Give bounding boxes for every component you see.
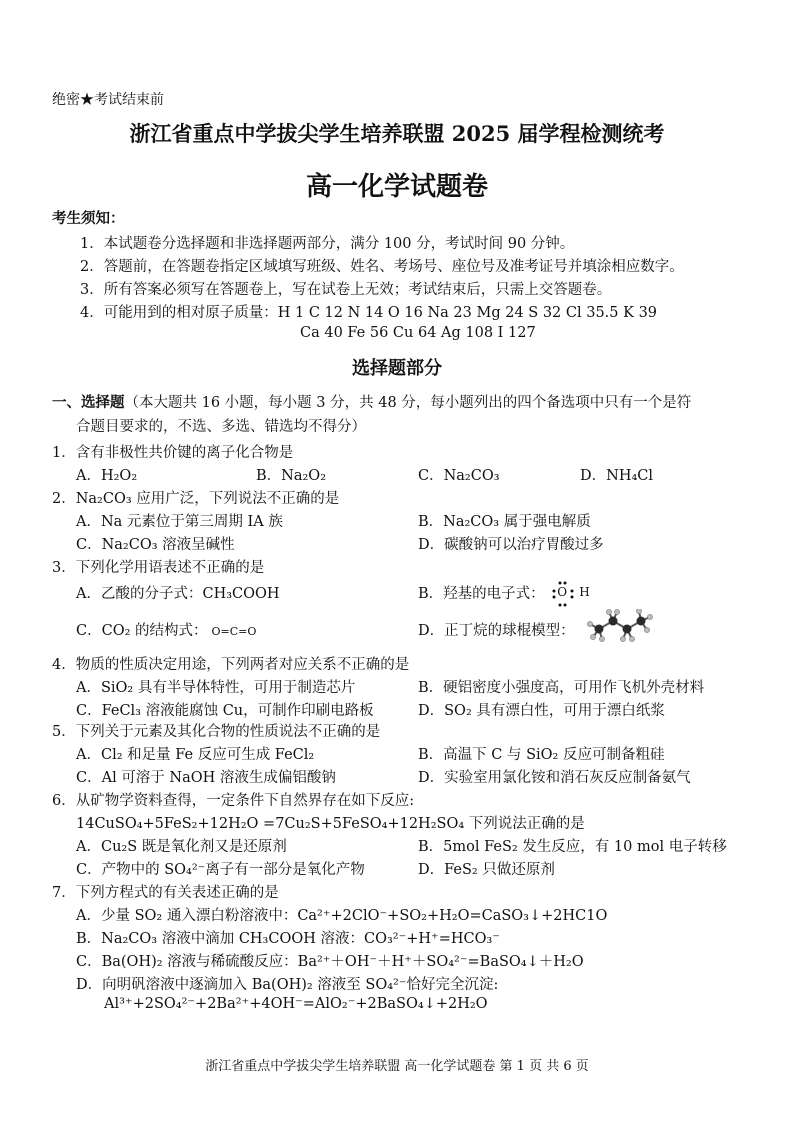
hydroxyl-electron-formula [549, 585, 593, 603]
part1-title: 一、选择题 [52, 394, 125, 411]
part1-desc-line2: 合题目要求的，不选、多选、错选均不得分） [76, 419, 366, 435]
q3-option-a: A．乙酸的分子式：CH₃COOH [76, 586, 280, 602]
q1-option-b: B．Na₂O₂ [256, 468, 327, 484]
exam-title: 浙江省重点中学拔尖学生培养联盟 2025 届学程检测统考 [129, 121, 665, 146]
q7-option-a: A．少量 SO₂ 通入漂白粉溶液中：Ca²⁺+2ClO⁻+SO₂+H₂O=CaSO₃↓+2HC1O [76, 908, 608, 924]
atomic-masses-line2: Ca 40 Fe 56 Cu 64 Ag 108 I 127 [300, 325, 536, 341]
q4-option-c: C．FeCl₃ 溶液能腐蚀 Cu，可制作印刷电路板 [76, 703, 374, 719]
q7-stem: 7．下列方程式的有关表述正确的是 [52, 885, 279, 901]
q7-option-b: B．Na₂CO₃ 溶液中滴加 CH₃COOH 溶液：CO₃²⁻+H⁺=HCO₃⁻ [76, 931, 500, 947]
q2-option-a: A．Na 元素位于第三周期 IA 族 [76, 514, 283, 530]
q3-option-c [76, 619, 256, 640]
q4-option-d: D．SO₂ 具有漂白性，可用于漂白纸浆 [418, 703, 665, 719]
q3-option-b-label: B．羟基的电子式： [418, 586, 545, 602]
q4-option-b: B．硬铝密度小强度高，可用作飞机外壳材料 [418, 680, 705, 696]
notice-item-3: 3．所有答案必须写在答题卷上，写在试卷上无效；考试结束后，只需上交答题卷。 [80, 282, 612, 298]
notice-item-1: 1．本试题卷分选择题和非选择题两部分，满分 100 分，考试时间 90 分钟。 [80, 236, 575, 252]
q7-option-d-equation: Al³⁺+2SO₄²⁻+2Ba²⁺+4OH⁻=AlO₂⁻+2BaSO₄↓+2H₂O [104, 996, 488, 1012]
q5-option-a: A．Cl₂ 和足量 Fe 反应可生成 FeCl₂ [76, 747, 315, 763]
q6-option-a: A．Cu₂S 既是氧化剂又是还原剂 [76, 839, 287, 855]
q5-option-b: B．高温下 C 与 SiO₂ 反应可制备粗硅 [418, 747, 665, 763]
q2-option-c: C．Na₂CO₃ 溶液呈碱性 [76, 537, 235, 553]
q5-stem: 5．下列关于元素及其化合物的性质说法不正确的是 [52, 724, 381, 740]
q2-option-d: D．碳酸钠可以治疗胃酸过多 [418, 537, 604, 553]
paper-subtitle: 高一化学试题卷 [305, 172, 488, 202]
q6-equation: 14CuSO₄+5FeS₂+12H₂O =7Cu₂S+5FeSO₄+12H₂SO₄ 下列说法正确的是 [76, 816, 585, 832]
electron-formula-h: H [579, 585, 590, 599]
confidential-label: 绝密★考试结束前 [52, 92, 164, 108]
q3-option-b [418, 582, 593, 603]
q1-stem: 1．含有非极性共价键的离子化合物是 [52, 445, 294, 461]
notice-item-4: 4．可能用到的相对原子质量：H 1 C 12 N 14 O 16 Na 23 Mg 24 S 32 Cl 35.5 K 39 [80, 305, 658, 321]
butane-ball-stick-model-icon [585, 609, 655, 643]
q6-stem: 6．从矿物学资料查得，一定条件下自然界存在如下反应: [52, 793, 415, 809]
q6-option-d: D．FeS₂ 只做还原剂 [418, 862, 555, 878]
q5-option-d: D．实验室用氯化铵和消石灰反应制备氨气 [418, 770, 691, 786]
q6-option-c: C．产物中的 SO₄²⁻离子有一部分是氧化产物 [76, 862, 365, 878]
part1-desc-line1: （本大题共 16 小题，每小题 3 分，共 48 分，每小题列出的四个备选项中只有一个是符 [124, 395, 692, 411]
q4-stem: 4．物质的性质决定用途，下列两者对应关系不正确的是 [52, 657, 410, 673]
q2-stem: 2．Na₂CO₃ 应用广泛，下列说法不正确的是 [52, 491, 340, 507]
q4-option-a: A．SiO₂ 具有半导体特性，可用于制造芯片 [76, 680, 356, 696]
q6-option-b: B．5mol FeS₂ 发生反应，有 10 mol 电子转移 [418, 839, 727, 855]
q1-option-a: A．H₂O₂ [76, 468, 138, 484]
co2-structure-formula: O=C=O [211, 625, 257, 638]
q1-option-c: C．Na₂CO₃ [418, 468, 500, 484]
notice-item-2: 2．答题前，在答题卷指定区域填写班级、姓名、考场号、座位号及准考证号并填涂相应数字。 [80, 259, 684, 275]
notice-heading: 考生须知： [52, 210, 125, 227]
q5-option-c: C．Al 可溶于 NaOH 溶液生成偏铝酸钠 [76, 770, 336, 786]
section-title: 选择题部分 [352, 358, 442, 379]
electron-formula-o: O [557, 585, 568, 599]
q7-option-d: D．向明矾溶液中逐滴加入 Ba(OH)₂ 溶液至 SO₄²⁻恰好完全沉淀: [76, 977, 499, 993]
q1-option-d: D．NH₄Cl [580, 468, 654, 484]
q3-option-c-label: C．CO₂ 的结构式： [76, 623, 208, 639]
q7-option-c: C．Ba(OH)₂ 溶液与稀硫酸反应：Ba²⁺＋OH⁻＋H⁺＋SO₄²⁻=BaSO₄↓＋H₂O [76, 954, 584, 970]
q3-stem: 3．下列化学用语表述不正确的是 [52, 560, 265, 576]
part1-header [52, 391, 691, 412]
q3-option-d [418, 619, 655, 643]
q3-option-d-label: D．正丁烷的球棍模型： [418, 623, 575, 639]
q2-option-b: B．Na₂CO₃ 属于强电解质 [418, 514, 591, 530]
page-footer: 浙江省重点中学拔尖学生培养联盟 高一化学试题卷 第 1 页 共 6 页 [205, 1059, 589, 1074]
